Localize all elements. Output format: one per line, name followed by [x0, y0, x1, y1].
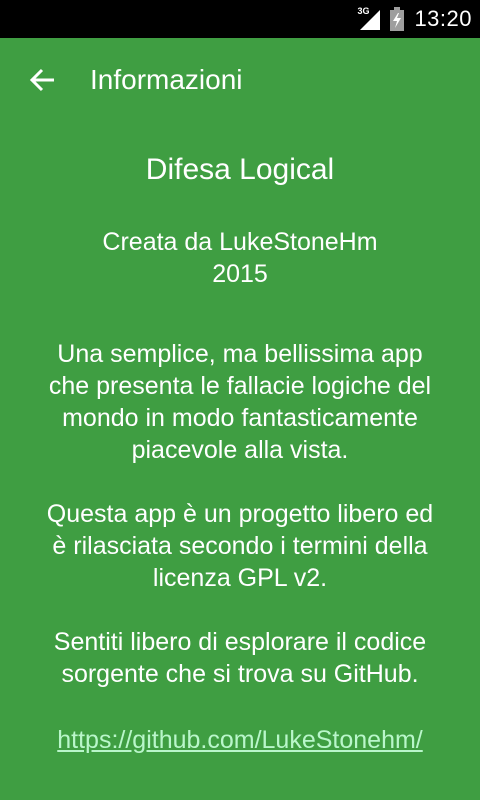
status-bar — [0, 0, 480, 38]
credits-author: Creata da LukeStoneHm — [102, 228, 378, 256]
description-line: piacevole alla vista. — [131, 436, 349, 464]
explore-paragraph — [0, 626, 480, 690]
app-bar-title: Informazioni — [90, 64, 243, 95]
status-clock: 13:20 — [414, 6, 472, 31]
signal-icon — [358, 8, 380, 30]
credits-year: 2015 — [212, 260, 268, 288]
network-type-label: 3G — [357, 6, 370, 16]
license-line: licenza GPL v2. — [152, 564, 328, 592]
description-line: mondo in modo fantasticamente — [62, 404, 418, 432]
description-line: che presenta le fallacie logiche del — [48, 372, 432, 400]
battery-charging-icon — [390, 7, 404, 31]
status-icons — [358, 0, 472, 38]
explore-line: sorgente che si trova su GitHub. — [61, 660, 419, 688]
license-line: è rilasciata secondo i termini della — [52, 532, 428, 560]
description-paragraph — [0, 338, 480, 466]
back-button[interactable] — [16, 60, 68, 100]
license-paragraph — [0, 498, 480, 594]
explore-line: Sentiti libero di esplorare il codice — [53, 628, 427, 656]
description-line: Una semplice, ma bellissima app — [57, 340, 423, 368]
about-content — [0, 122, 480, 756]
app-name-heading: Difesa Logical — [145, 153, 335, 186]
credits-block — [0, 226, 480, 290]
app-bar — [0, 38, 480, 122]
arrow-left-icon — [29, 68, 55, 92]
github-repo-link[interactable]: https://github.com/LukeStonehm/ — [57, 726, 423, 754]
license-line: Questa app è un progetto libero ed — [46, 500, 434, 528]
